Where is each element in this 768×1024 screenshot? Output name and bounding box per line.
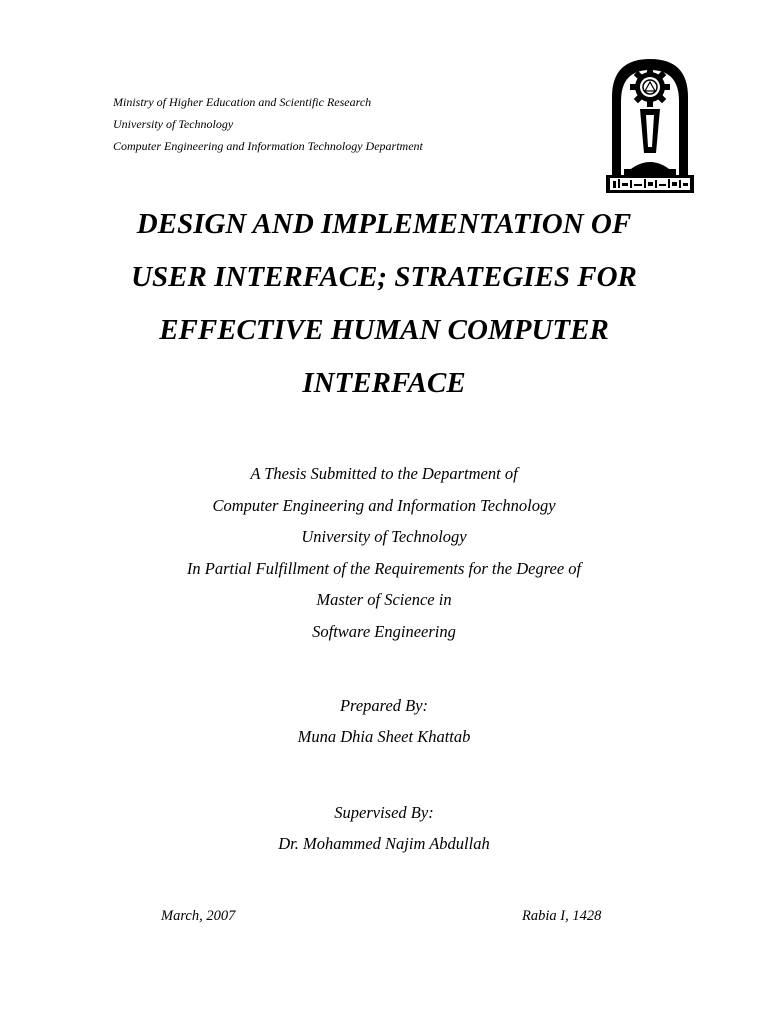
supervised-by-label: Supervised By: (334, 803, 434, 822)
title-line: EFFECTIVE HUMAN COMPUTER (159, 314, 609, 346)
supervisor-name: Dr. Mohammed Najim Abdullah (278, 834, 490, 853)
thesis-title (0, 198, 768, 410)
submission-line: A Thesis Submitted to the Department of (250, 464, 518, 483)
submission-line: In Partial Fulfillment of the Requirements for the Degree of (186, 558, 582, 578)
submission-line: University of Technology (301, 527, 467, 546)
ministry-name: Ministry of Higher Education and Scientific Research (113, 95, 372, 109)
supervised-by-section (0, 797, 768, 859)
submission-line: Master of Science in (316, 590, 452, 609)
gregorian-date: March, 2007 (161, 908, 236, 924)
submission-line: Computer Engineering and Information Technology (212, 495, 556, 515)
prepared-by-label: Prepared By: (339, 696, 429, 715)
prepared-by-section (0, 690, 768, 752)
submission-statement (0, 458, 768, 647)
submission-line: Software Engineering (312, 621, 456, 641)
hijri-date: Rabia I, 1428 (522, 908, 602, 924)
university-emblem-icon (604, 55, 696, 195)
university-name: University of Technology (113, 117, 234, 131)
title-line: USER INTERFACE; STRATEGIES FOR (131, 261, 637, 293)
author-name: Muna Dhia Sheet Khattab (297, 727, 471, 746)
department-name: Computer Engineering and Information Technology Department (113, 139, 423, 153)
title-line: DESIGN AND IMPLEMENTATION OF (136, 208, 632, 240)
title-line: INTERFACE (302, 367, 466, 399)
institution-header (113, 91, 423, 157)
